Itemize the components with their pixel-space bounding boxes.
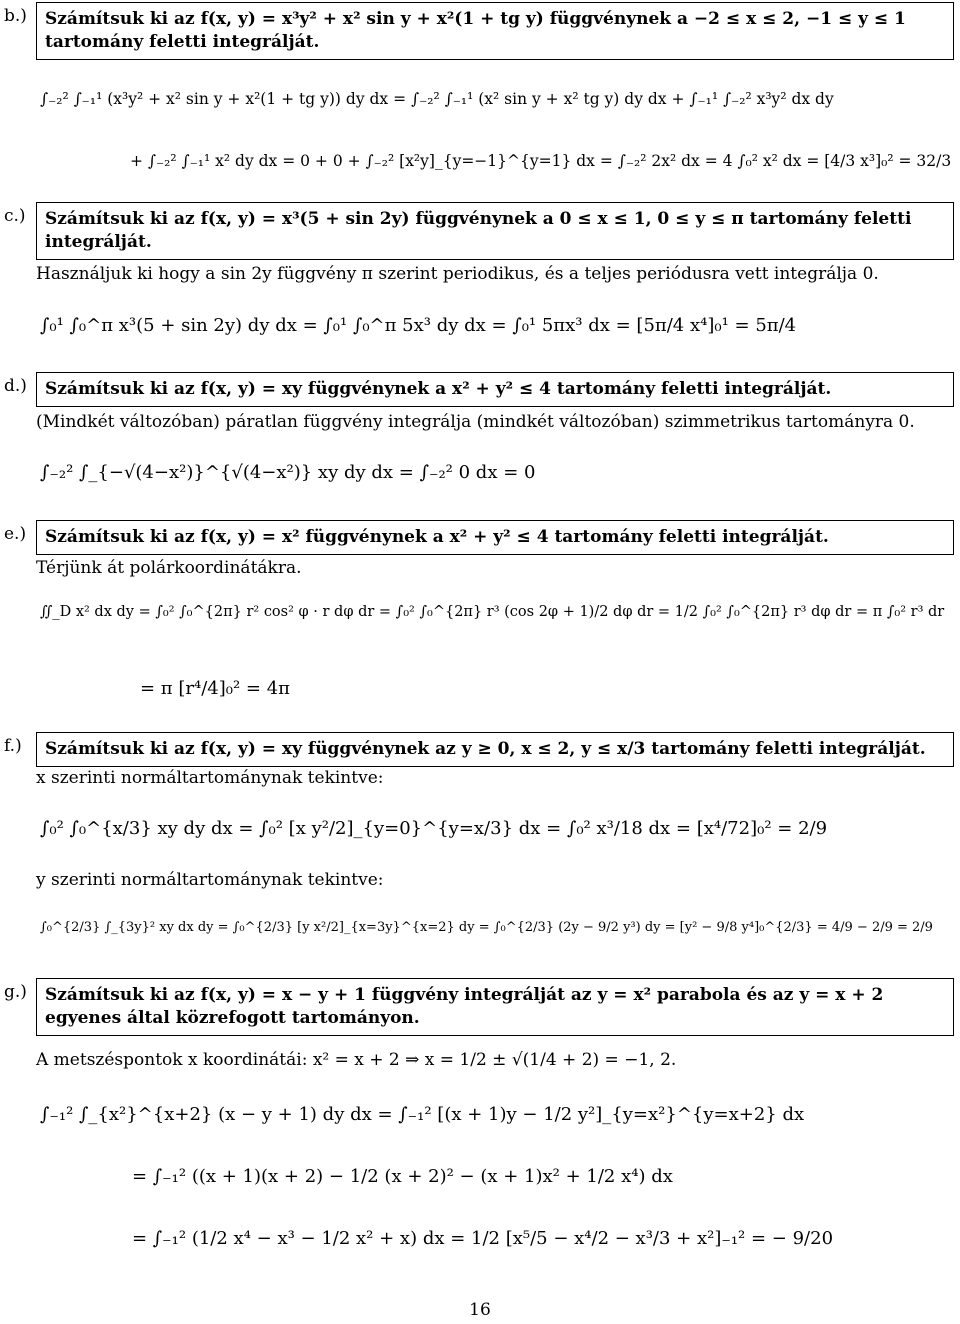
equation: ∬_D x² dx dy = ∫₀² ∫₀^{2π} r² cos² φ · r dφ dr = ∫₀² ∫₀^{2π} r³ (cos 2φ + 1)/2 dφ dr = 1/2 ∫₀² ∫₀^{2π} r³ dφ dr = π ∫₀² r³ dr	[40, 604, 945, 620]
explanation-text: Térjünk át polárkoordinátákra.	[36, 558, 302, 578]
problem-label: e.)	[4, 524, 27, 544]
explanation-text: (Mindkét változóban) páratlan függvény integrálja (mindkét változóban) szimmetrikus tartományra 0.	[36, 412, 915, 432]
explanation-text: A metszéspontok x koordinátái: x² = x + 2 ⇒ x = 1/2 ± √(1/4 + 2) = −1, 2.	[36, 1050, 677, 1070]
equation: = ∫₋₁² ((x + 1)(x + 2) − 1/2 (x + 2)² − (x + 1)x² + 1/2 x⁴) dx	[132, 1166, 673, 1187]
explanation-text: x szerinti normáltartománynak tekintve:	[36, 768, 384, 788]
problem-task-box: Számítsuk ki az f(x, y) = x³y² + x² sin y + x²(1 + tg y) függvénynek a −2 ≤ x ≤ 2, −1 ≤ y ≤ 1 tartomány feletti integrálját.	[36, 2, 954, 60]
equation: = π [r⁴/4]₀² = 4π	[140, 678, 290, 699]
equation: ∫₀² ∫₀^{x/3} xy dy dx = ∫₀² [x y²/2]_{y=0}^{y=x/3} dx = ∫₀² x³/18 dx = [x⁴/72]₀² = 2/9	[40, 818, 828, 839]
equation: + ∫₋₂² ∫₋₁¹ x² dy dx = 0 + 0 + ∫₋₂² [x²y]_{y=−1}^{y=1} dx = ∫₋₂² 2x² dx = 4 ∫₀² x² dx = [4/3 x³]₀² = 32/3	[130, 152, 952, 170]
equation: = ∫₋₁² (1/2 x⁴ − x³ − 1/2 x² + x) dx = 1/2 [x⁵/5 − x⁴/2 − x³/3 + x²]₋₁² = − 9/20	[132, 1228, 834, 1249]
equation: ∫₋₁² ∫_{x²}^{x+2} (x − y + 1) dy dx = ∫₋₁² [(x + 1)y − 1/2 y²]_{y=x²}^{y=x+2} dx	[40, 1104, 805, 1125]
problem-label: g.)	[4, 982, 27, 1002]
equation: ∫₀^{2/3} ∫_{3y}² xy dx dy = ∫₀^{2/3} [y x²/2]_{x=3y}^{x=2} dy = ∫₀^{2/3} (2y − 9/2 y³) dy = [y² − 9/8 y⁴]₀^{2/3} = 4/9 − 2/9 = 2/9	[40, 920, 933, 935]
equation: ∫₀¹ ∫₀^π x³(5 + sin 2y) dy dx = ∫₀¹ ∫₀^π 5x³ dy dx = ∫₀¹ 5πx³ dx = [5π/4 x⁴]₀¹ = 5π/4	[40, 315, 797, 336]
problem-task-box: Számítsuk ki az f(x, y) = xy függvénynek a x² + y² ≤ 4 tartomány feletti integrálját.	[36, 372, 954, 407]
equation: ∫₋₂² ∫₋₁¹ (x³y² + x² sin y + x²(1 + tg y)) dy dx = ∫₋₂² ∫₋₁¹ (x² sin y + x² tg y) dy dx + ∫₋₁¹ ∫₋₂² x³y² dx dy	[40, 90, 834, 108]
equation: ∫₋₂² ∫_{−√(4−x²)}^{√(4−x²)} xy dy dx = ∫₋₂² 0 dx = 0	[40, 462, 536, 483]
explanation-text: y szerinti normáltartománynak tekintve:	[36, 870, 384, 890]
problem-task-box: Számítsuk ki az f(x, y) = x³(5 + sin 2y) függvénynek a 0 ≤ x ≤ 1, 0 ≤ y ≤ π tartomány feletti integrálját.	[36, 202, 954, 260]
problem-label: f.)	[4, 736, 22, 756]
explanation-text: Használjuk ki hogy a sin 2y függvény π szerint periodikus, és a teljes periódusra vett integrálja 0.	[36, 264, 879, 284]
problem-task-box: Számítsuk ki az f(x, y) = xy függvénynek az y ≥ 0, x ≤ 2, y ≤ x/3 tartomány feletti integrálját.	[36, 732, 954, 767]
problem-task-box: Számítsuk ki az f(x, y) = x² függvénynek a x² + y² ≤ 4 tartomány feletti integrálját.	[36, 520, 954, 555]
problem-label: d.)	[4, 376, 27, 396]
problem-task-box: Számítsuk ki az f(x, y) = x − y + 1 függvény integrálját az y = x² parabola és az y = x + 2 egyenes által közrefogott tartományon.	[36, 978, 954, 1036]
page-number: 16	[469, 1300, 491, 1320]
problem-label: b.)	[4, 6, 27, 26]
problem-label: c.)	[4, 206, 26, 226]
